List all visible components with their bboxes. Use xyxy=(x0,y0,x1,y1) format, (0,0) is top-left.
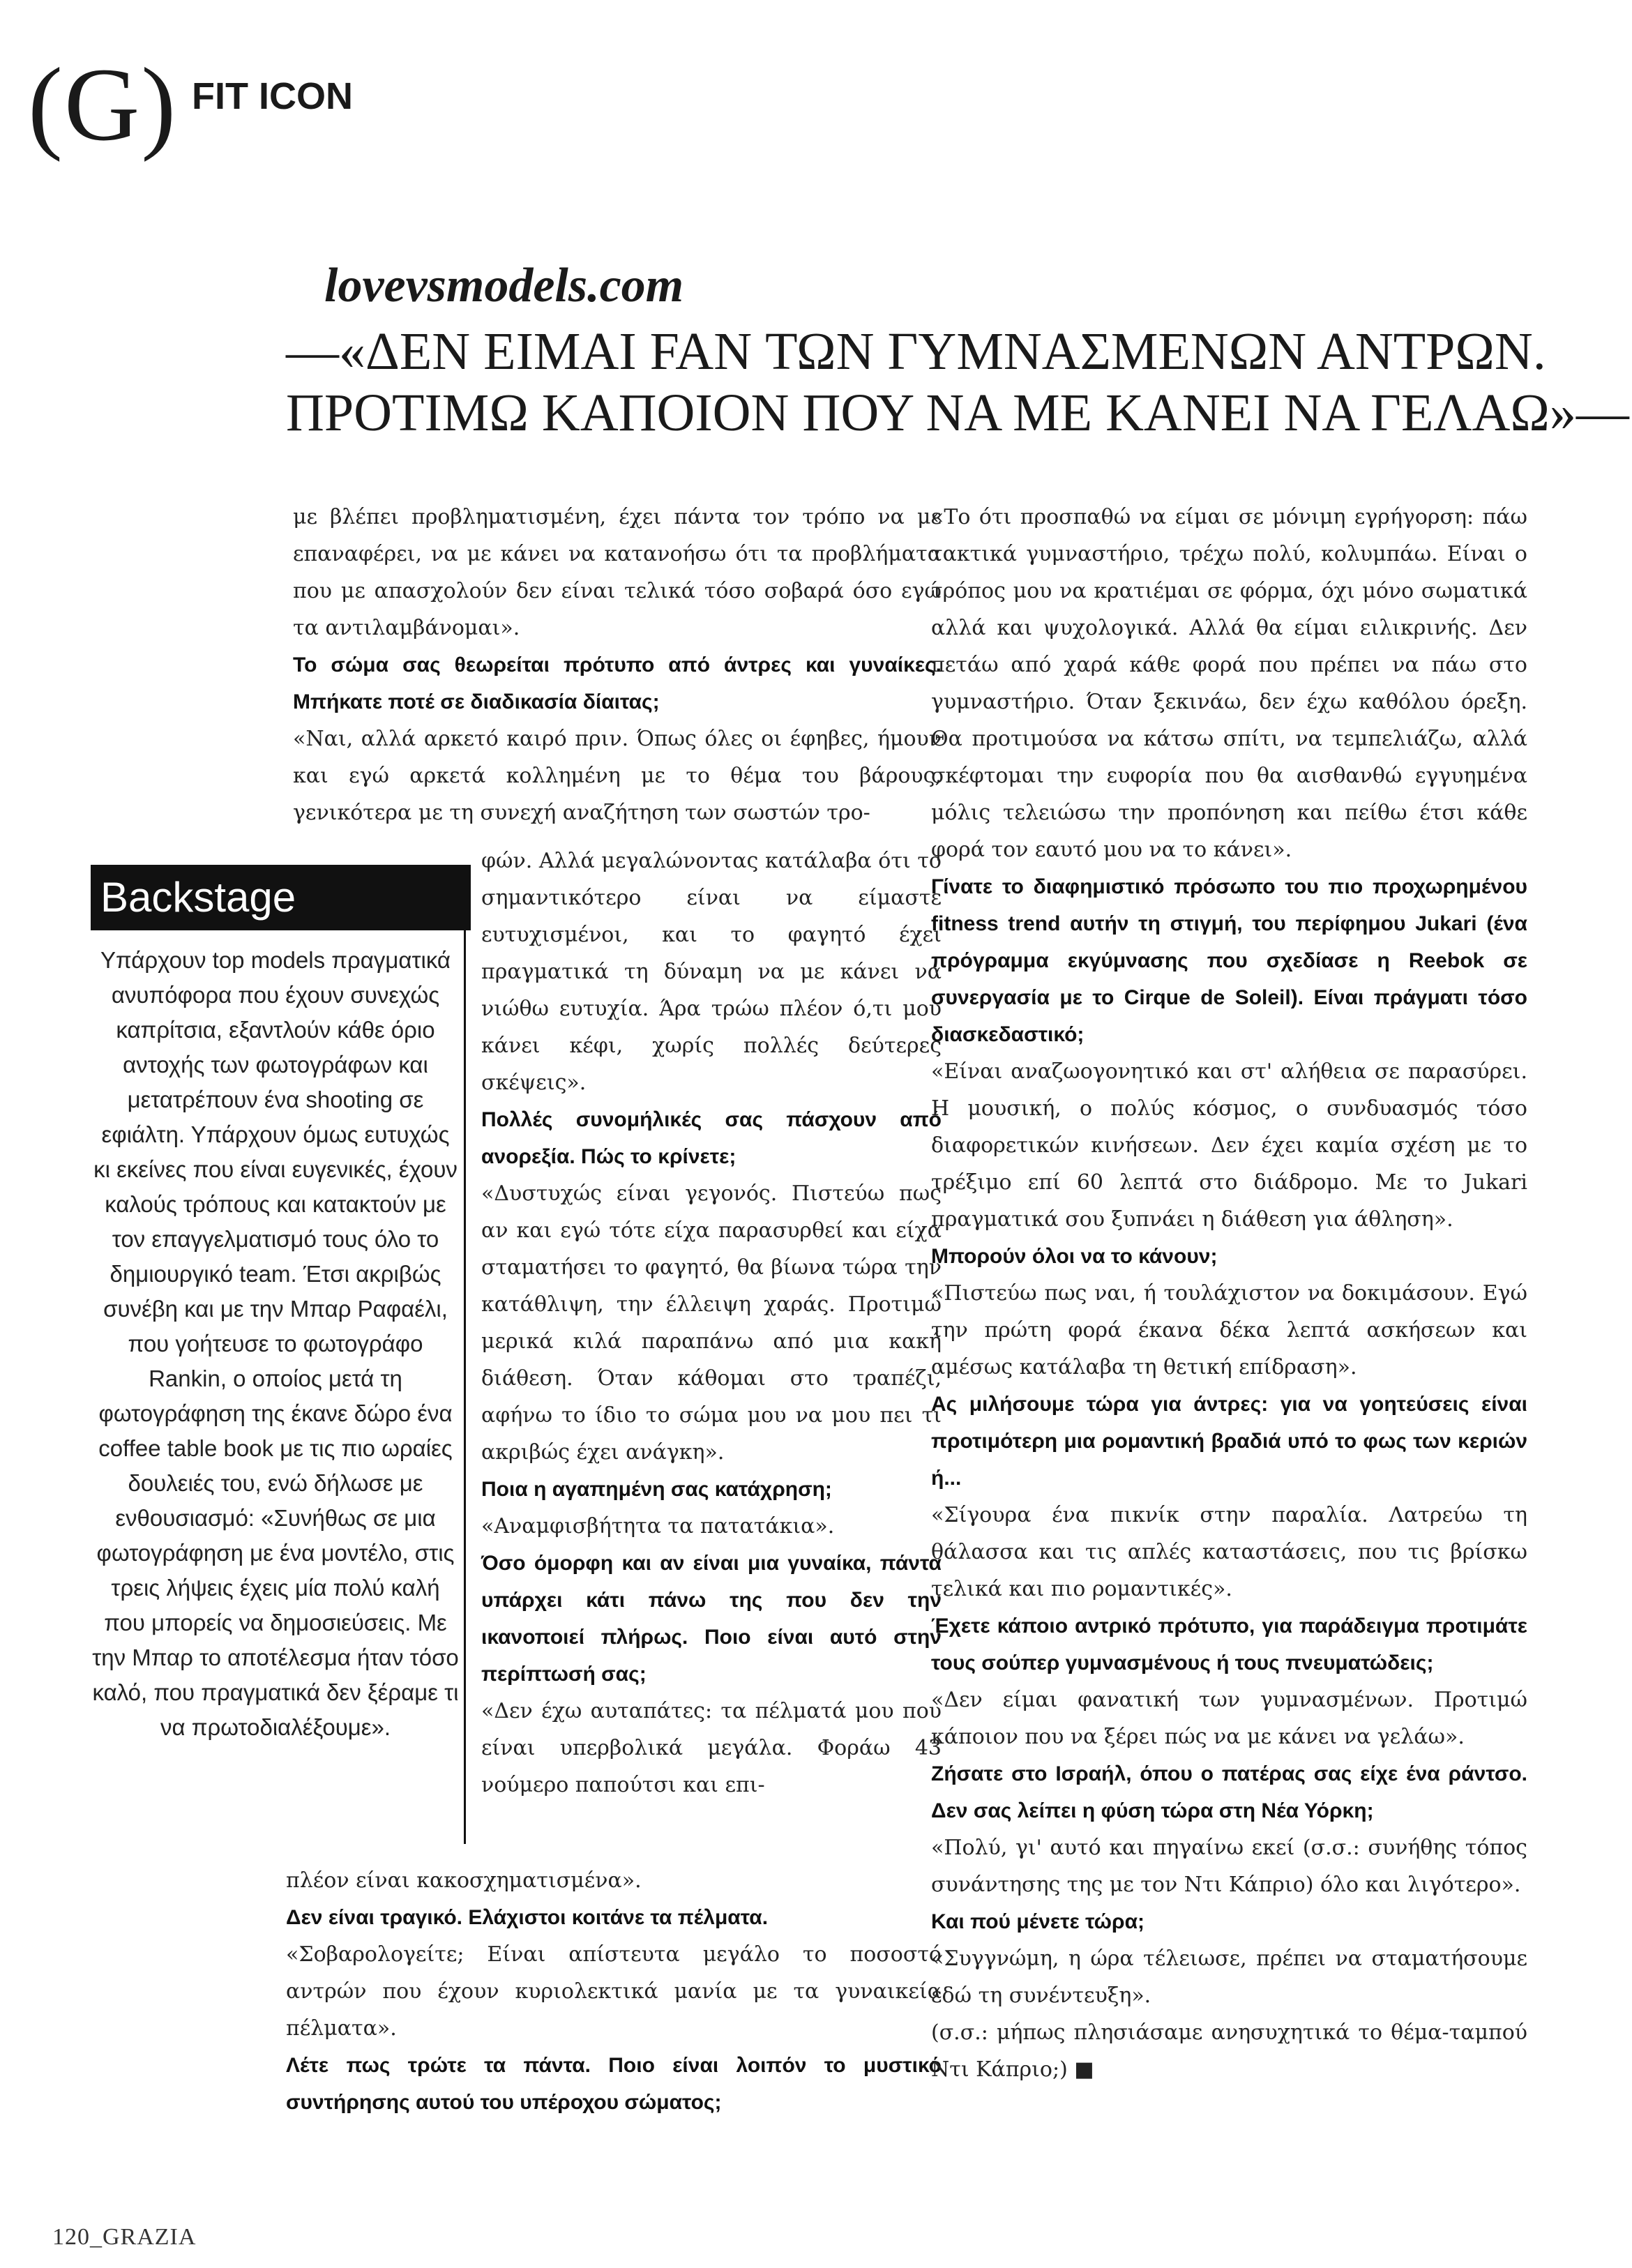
pull-quote-line-1: —«ΔΕΝ ΕΙΜΑΙ FAN ΤΩΝ ΓΥΜΝΑΣΜΕΝΩΝ ΑΝΤΡΩΝ. xyxy=(286,322,1546,381)
interview-question: Λέτε πως τρώτε τα πάντα. Ποιο είναι λοιπόν το μυστικό συντήρησης αυτού του υπέροχου σώματος; xyxy=(286,2054,942,2114)
pull-quote xyxy=(286,321,1629,444)
section-label: FIT ICON xyxy=(192,75,353,117)
interview-question: Ας μιλήσουμε τώρα για άντρες: για να γοητεύσεις είναι προτιμότερη μια ρομαντική βραδιά υπό το φως των κεριών ή... xyxy=(931,1393,1527,1490)
paragraph: «Είναι αναζωογονητικό και στ' αλήθεια σε παρασύρει. Η μουσική, ο πολύς κόσμος, ο συνδυασμός τόσο διαφορετικών κινήσεων. Δεν έχει καμία σχέση με το τρέξιμο επί 60 λεπτά στο διάδρομο. Με το Jukari πραγματικά σου ξυπνάει η διάθεση για άθληση». xyxy=(931,1059,1527,1232)
pull-quote-line-2: ΠΡΟΤΙΜΩ ΚΑΠΟΙΟΝ ΠΟΥ ΝΑ ΜΕ ΚΑΝΕΙ ΝΑ ΓΕΛΑΩ»— xyxy=(286,384,1629,442)
paragraph: «Το ότι προσπαθώ να είμαι σε μόνιμη εγρήγορση: πάω τακτικά γυμναστήριο, τρέχω πολύ, κολυμπάω. Είναι ο τρόπος μου να κρατιέμαι σε φόρμα, όχι μόνο σωματικά αλλά και ψυχολογικά. Αλλά θα είμαι ειλικρινής. Δεν πετάω από χαρά κάθε φορά που πρέπει να πάω στο γυμναστήριο. Όταν ξεκινάω, δεν έχω καθόλου όρεξη. Θα προτιμούσα να κάτσω σπίτι, να τεμπελιάζω, αλλά σκέφτομαι την ευφορία που θα αισθανθώ εγγυημένα μόλις τελειώσω την προπόνηση και πείθω έτσι κάθε φορά τον εαυτό μου να το κάνει». xyxy=(931,505,1527,862)
paragraph: «Σίγουρα ένα πικνίκ στην παραλία. Λατρεύω τη θάλασσα και τις απλές καταστάσεις, που τις βρίσκω τελικά και πιο ρομαντικές». xyxy=(931,1503,1527,1601)
interview-question: Το σώμα σας θεωρείται πρότυπο από άντρες και γυναίκες. Μπήκατε ποτέ σε διαδικασία δίαιτας; xyxy=(293,653,942,713)
grazia-g-logo: (G) xyxy=(28,47,178,162)
interview-question: Ποια η αγαπημένη σας κατάχρηση; xyxy=(481,1478,832,1501)
paragraph: «Πολύ, γι' αυτό και πηγαίνω εκεί (σ.σ.: συνήθης τόπος συνάντησης της με τον Ντι Κάπριο) όλο και λιγότερο». xyxy=(931,1836,1527,1897)
paragraph: «Αναμφισβήτητα τα πατατάκια». xyxy=(481,1514,835,1539)
paragraph: «Δεν είμαι φανατική των γυμνασμένων. Προτιμώ κάποιον που να ξέρει πώς να με κάνει να γελάω». xyxy=(931,1688,1527,1749)
paragraph: «Δυστυχώς είναι γεγονός. Πιστεύω πως αν και εγώ τότε είχα παρασυρθεί και είχα σταματήσει το φαγητό, θα βίωνα τώρα την κατάθλιψη, την έλλειψη χαράς. Προτιμώ μερικά κιλά παραπάνω από μια κακή διάθεση. Όταν κάθομαι στο τραπέζι, αφήνω το ίδιο το σώμα μου να μου πει τι ακριβώς έχει ανάγκη». xyxy=(481,1181,942,1465)
paragraph: φών. Αλλά μεγαλώνοντας κατάλαβα ότι το σημαντικότερο είναι να είμαστε ευτυχισμένοι, και το φαγητό έχει πραγματικά τη δύναμη να με κάνει να νιώθω ευτυχία. Άρα τρώω πλέον ό,τι μου κάνει κέφι, χωρίς πολλές δεύτερες σκέψεις». xyxy=(481,849,942,1095)
page-footer: 120_GRAZIA xyxy=(52,2224,197,2250)
watermark-text: lovevsmodels.com xyxy=(324,259,684,312)
paragraph: «Συγγνώμη, η ώρα τέλειωσε, πρέπει να σταματήσουμε εδώ τη συνέντευξη». xyxy=(931,1946,1527,2008)
sidebar-title: Backstage xyxy=(91,865,471,930)
interview-question: Έχετε κάποιο αντρικό πρότυπο, για παράδειγμα προτιμάτε τους σούπερ γυμνασμένους ή τους πνευματώδεις; xyxy=(931,1615,1527,1674)
paragraph: με βλέπει προβληματισμένη, έχει πάντα τον τρόπο να με επαναφέρει, να με κάνει να κατανοήσω ότι τα προβλήματα που με απασχολούν δεν είναι τελικά τόσο σοβαρά όσο εγώ τα αντιλαμβάνομαι». xyxy=(293,505,942,640)
article-column-left-top xyxy=(293,499,942,831)
interview-question: Μπορούν όλοι να το κάνουν; xyxy=(931,1245,1218,1268)
paragraph: «Σοβαρολογείτε; Είναι απίστευτα μεγάλο το ποσοστό αντρών που έχουν κυριολεκτικά μανία με τα γυναικεία πέλματα». xyxy=(286,1942,942,2041)
article-column-right xyxy=(931,499,1527,2088)
editor-note: (σ.σ.: μήπως πλησιάσαμε ανησυχητικά το θέμα-ταμπού Ντι Κάπριο;) ■ xyxy=(931,2020,1527,2082)
backstage-sidebar xyxy=(84,865,471,1838)
sidebar-divider xyxy=(464,930,466,1844)
paragraph: «Ναι, αλλά αρκετό καιρό πριν. Όπως όλες οι έφηβες, ήμουν και εγώ αρκετά κολλημένη με το θέμα του βάρους, γενικότερα με τη συνεχή αναζήτηση των σωστών τρο- xyxy=(293,727,942,825)
page-header xyxy=(28,49,586,160)
interview-question: Όσο όμορφη και αν είναι μια γυναίκα, πάντα υπάρχει κάτι πάνω της που δεν την ικανοποιεί πλήρως. Ποιο είναι αυτό στην περίπτωσή σας; xyxy=(481,1552,942,1686)
paragraph: πλέον είναι κακοσχηματισμένα». xyxy=(286,1868,642,1893)
paragraph: «Δεν έχω αυταπάτες: τα πέλματά μου που είναι υπερβολικά μεγάλα. Φοράω 43 νούμερο παπούτσι και επι- xyxy=(481,1699,942,1797)
paragraph: «Πιστεύω πως ναι, ή τουλάχιστον να δοκιμάσουν. Εγώ την πρώτη φορά έκανα δέκα λεπτά ασκήσεων και αμέσως κατάλαβα τη θετική επίδραση». xyxy=(931,1281,1527,1379)
interview-question: Γίνατε το διαφημιστικό πρόσωπο του πιο προχωρημένου fitness trend αυτήν τη στιγμή, του περίφημου Jukari (ένα πρόγραμμα εκγύμνασης που σχεδίασε η Reebok σε συνεργασία με το Cirque de Soleil). Είναι πράγματι τόσο διασκεδαστικό; xyxy=(931,875,1527,1046)
interview-question: Και πού μένετε τώρα; xyxy=(931,1910,1145,1933)
interview-question: Δεν είναι τραγικό. Ελάχιστοι κοιτάνε τα πέλματα. xyxy=(286,1906,769,1929)
interview-question: Πολλές συνομήλικές σας πάσχουν από ανορεξία. Πώς το κρίνετε; xyxy=(481,1108,942,1168)
article-column-left-bottom xyxy=(286,1862,942,2121)
sidebar-text: Υπάρχουν top models πραγματικά ανυπόφορα που έχουν συνεχώς καπρίτσια, εξαντλούν κάθε όριο αντοχής των φωτογράφων και μετατρέπουν ένα shooting σε εφιάλτη. Υπάρχουν όμως ευτυχώς κι εκείνες που είναι ευγενικές, έχουν καλούς τρόπους και κατακτούν με τον επαγγελματισμό τους όλο το δημιουργικό team. Έτσι ακριβώς συνέβη και με την Μπαρ Ραφαέλι, που γοήτευσε το φωτογράφο Rankin, ο οποίος μετά τη φωτογράφηση της έκανε δώρο ένα coffee table book με τις πιο ωραίες δουλειές του, ενώ δήλωσε με ενθουσιασμό: «Συνήθως σε μια φωτογράφηση με ένα μοντέλο, στις τρεις λήψεις έχεις μία πολύ καλή που μπορείς να δημοσιεύσεις. Με την Μπαρ το αποτέλεσμα ήταν τόσο καλό, που πραγματικά δεν ξέραμε τι να πρωτοδιαλέξουμε». xyxy=(92,947,459,1740)
interview-question: Ζήσατε στο Ισραήλ, όπου ο πατέρας σας είχε ένα ράντσο. Δεν σας λείπει η φύση τώρα στη Νέα Υόρκη; xyxy=(931,1762,1527,1822)
sidebar-body xyxy=(91,943,460,1745)
article-column-left-narrow xyxy=(481,842,942,1804)
